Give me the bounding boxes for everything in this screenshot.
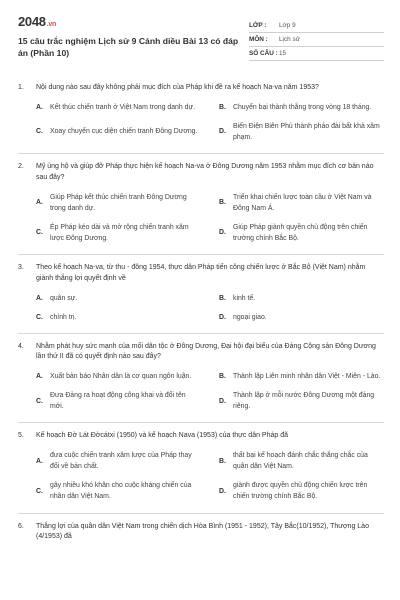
meta-count-label: SỐ CÂU : — [249, 50, 278, 57]
option-text: đưa cuộc chiến tranh xâm lược của Pháp thay đổi về bản chất. — [50, 452, 192, 471]
question-item — [18, 75, 384, 154]
answer-options — [18, 450, 384, 502]
answer-option[interactable] — [219, 121, 384, 143]
option-text: Kết thúc chiến tranh ở Việt Nam trong danh dự. — [50, 103, 195, 111]
question-text: Kế hoạch Đờ Lát Đờcátxi (1950) và kế hoạch Nava (1953) của thực dân Pháp đã — [36, 432, 289, 440]
option-letter: C. — [36, 128, 43, 136]
question-text-row — [18, 263, 384, 285]
option-letter: C. — [36, 229, 43, 237]
meta-row-subject — [249, 33, 384, 47]
document-title: 15 câu trắc nghiệm Lịch sử 9 Cánh diều Bài 13 có đáp án (Phần 10) — [18, 36, 239, 58]
answer-option[interactable] — [219, 371, 384, 382]
option-letter: A. — [36, 457, 43, 465]
option-text: thất bại kế hoạch đánh chắc thắng chắc của quân dân Việt Nam. — [233, 452, 368, 471]
question-text-row — [18, 162, 384, 184]
answer-options — [18, 102, 384, 143]
meta-class-value: Lớp 9 — [279, 22, 296, 29]
question-number: 3. — [18, 263, 24, 271]
option-text: Xoay chuyển cục diện chiến tranh Đông Dương. — [50, 128, 198, 136]
question-text: Nội dung nào sau đây không phải mục đích của Pháp khi đề ra kế hoạch Na-va năm 1953? — [36, 84, 319, 91]
question-number: 5. — [18, 432, 24, 440]
answer-option[interactable] — [219, 450, 384, 472]
option-text: chính trị. — [50, 313, 77, 321]
answer-option[interactable] — [36, 371, 201, 382]
question-item — [18, 334, 384, 424]
header — [18, 14, 384, 61]
question-item — [18, 154, 384, 255]
answer-option[interactable] — [36, 312, 201, 323]
option-letter: B. — [219, 294, 226, 302]
answer-option[interactable] — [36, 450, 201, 472]
answer-options — [18, 192, 384, 244]
option-text: Đưa Đảng ra hoạt động công khai và đổi tên mới. — [50, 392, 186, 411]
answer-option[interactable] — [219, 390, 384, 412]
question-number: 4. — [18, 342, 24, 350]
site-logo[interactable] — [18, 14, 243, 29]
option-text: Giúp Pháp giành quyền chủ động trên chiến trường chính Bắc Bộ. — [233, 223, 368, 242]
option-text: Thành lập Liên minh nhân dân Việt - Miên - Lào. — [233, 373, 381, 381]
option-letter: B. — [219, 457, 226, 465]
question-text: Thắng lợi của quân dân Việt Nam trong chiến dịch Hòa Bình (1951 - 1952), Tây Bắc(10/1952), Thượng Lào (4/1953) đã — [36, 522, 369, 541]
option-text: ngoại giao. — [233, 313, 267, 321]
option-text: giành được quyền chủ động chiến lược trên chiến trường chính Bắc Bộ. — [233, 482, 368, 501]
answer-option[interactable] — [36, 192, 201, 214]
option-letter: C. — [36, 313, 43, 321]
answer-option[interactable] — [36, 480, 201, 502]
answer-option[interactable] — [219, 222, 384, 244]
answer-options — [18, 371, 384, 412]
meta-subject-label: MÔN : — [249, 36, 268, 43]
question-number: 1. — [18, 84, 24, 91]
option-text: Ép Pháp kéo dài và mở rộng chiến tranh xâm lược Đông Dương. — [50, 223, 189, 242]
meta-row-count — [249, 47, 384, 61]
question-list — [18, 75, 384, 553]
answer-options — [18, 293, 384, 323]
meta-row-class — [249, 19, 384, 33]
answer-option[interactable] — [219, 192, 384, 214]
option-text: Xuất bản báo Nhân dân là cơ quan ngôn luận. — [50, 373, 192, 381]
question-text: Nhằm phát huy sức mạnh của mối dân tộc ở Đông Dương, Đại hội đại biểu của Đảng Cộng sản Đông Dương lần thứ II đã có quyết định nào sau đây? — [36, 342, 376, 361]
question-text-row — [18, 431, 384, 442]
question-number: 2. — [18, 162, 24, 170]
question-item — [18, 423, 384, 513]
option-letter: D. — [219, 313, 226, 321]
logo-suffix: .vn — [46, 21, 56, 28]
answer-option[interactable] — [219, 480, 384, 502]
option-letter: D. — [219, 128, 226, 136]
option-letter: A. — [36, 199, 43, 207]
question-text: Mỹ ủng hộ và giúp đỡ Pháp thực hiện kế hoạch Na-va ở Đông Dương năm 1953 nhằm mục đích cơ bản nào sau đây? — [36, 162, 374, 181]
meta-subject-value: Lịch sử — [279, 36, 300, 43]
answer-option[interactable] — [36, 102, 201, 113]
option-letter: D. — [219, 487, 226, 495]
answer-option[interactable] — [36, 390, 201, 412]
option-letter: B. — [219, 199, 226, 207]
meta-count-value: 15 — [279, 50, 287, 57]
option-letter: C. — [36, 397, 43, 405]
option-text: Chuyển bại thành thắng trong vòng 18 tháng. — [233, 103, 372, 111]
option-letter: A. — [36, 294, 43, 302]
option-letter: D. — [219, 229, 226, 237]
answer-option[interactable] — [219, 293, 384, 304]
option-text: kinh tế. — [233, 294, 256, 302]
option-letter: A. — [36, 373, 43, 381]
answer-option[interactable] — [36, 222, 201, 244]
option-letter: B. — [219, 373, 226, 381]
option-letter: A. — [36, 103, 43, 111]
option-text: gây nhiều khó khăn cho cuộc kháng chiến của nhân dân Việt Nam. — [50, 482, 192, 501]
question-text-row — [18, 342, 384, 364]
option-text: Giúp Pháp kết thúc chiến tranh Đông Dương trong danh dự. — [50, 193, 187, 212]
option-text: quân sự. — [50, 294, 78, 302]
answer-option[interactable] — [36, 293, 201, 304]
answer-option[interactable] — [219, 102, 384, 113]
option-text: Biến Điện Biên Phủ thành pháo đài bất khả xâm phạm. — [233, 122, 380, 141]
meta-table — [249, 19, 384, 61]
answer-option[interactable] — [36, 121, 201, 143]
meta-class-label: LỚP : — [249, 22, 267, 29]
option-letter: D. — [219, 397, 226, 405]
question-text-row — [18, 83, 384, 94]
option-letter: B. — [219, 103, 226, 111]
option-text: Thành lập ở mỗi nước Đông Dương một đảng riêng. — [233, 392, 375, 411]
question-number: 6. — [18, 522, 24, 530]
question-item — [18, 514, 384, 554]
option-letter: C. — [36, 487, 43, 495]
question-text: Theo kế hoạch Na-va, từ thu - đông 1954, thực dân Pháp tiến công chiến lược ở Bắc Bộ (Việt Nam) nhằm giành thắng lợi quyết định về — [36, 263, 366, 282]
header-left — [18, 14, 243, 61]
option-text: Triển khai chiến lược toàn cầu ở Việt Nam và Đông Nam Á. — [233, 193, 372, 212]
question-item — [18, 255, 384, 334]
question-text-row — [18, 522, 384, 544]
answer-option[interactable] — [219, 312, 384, 323]
logo-text: 2048 — [18, 14, 46, 29]
